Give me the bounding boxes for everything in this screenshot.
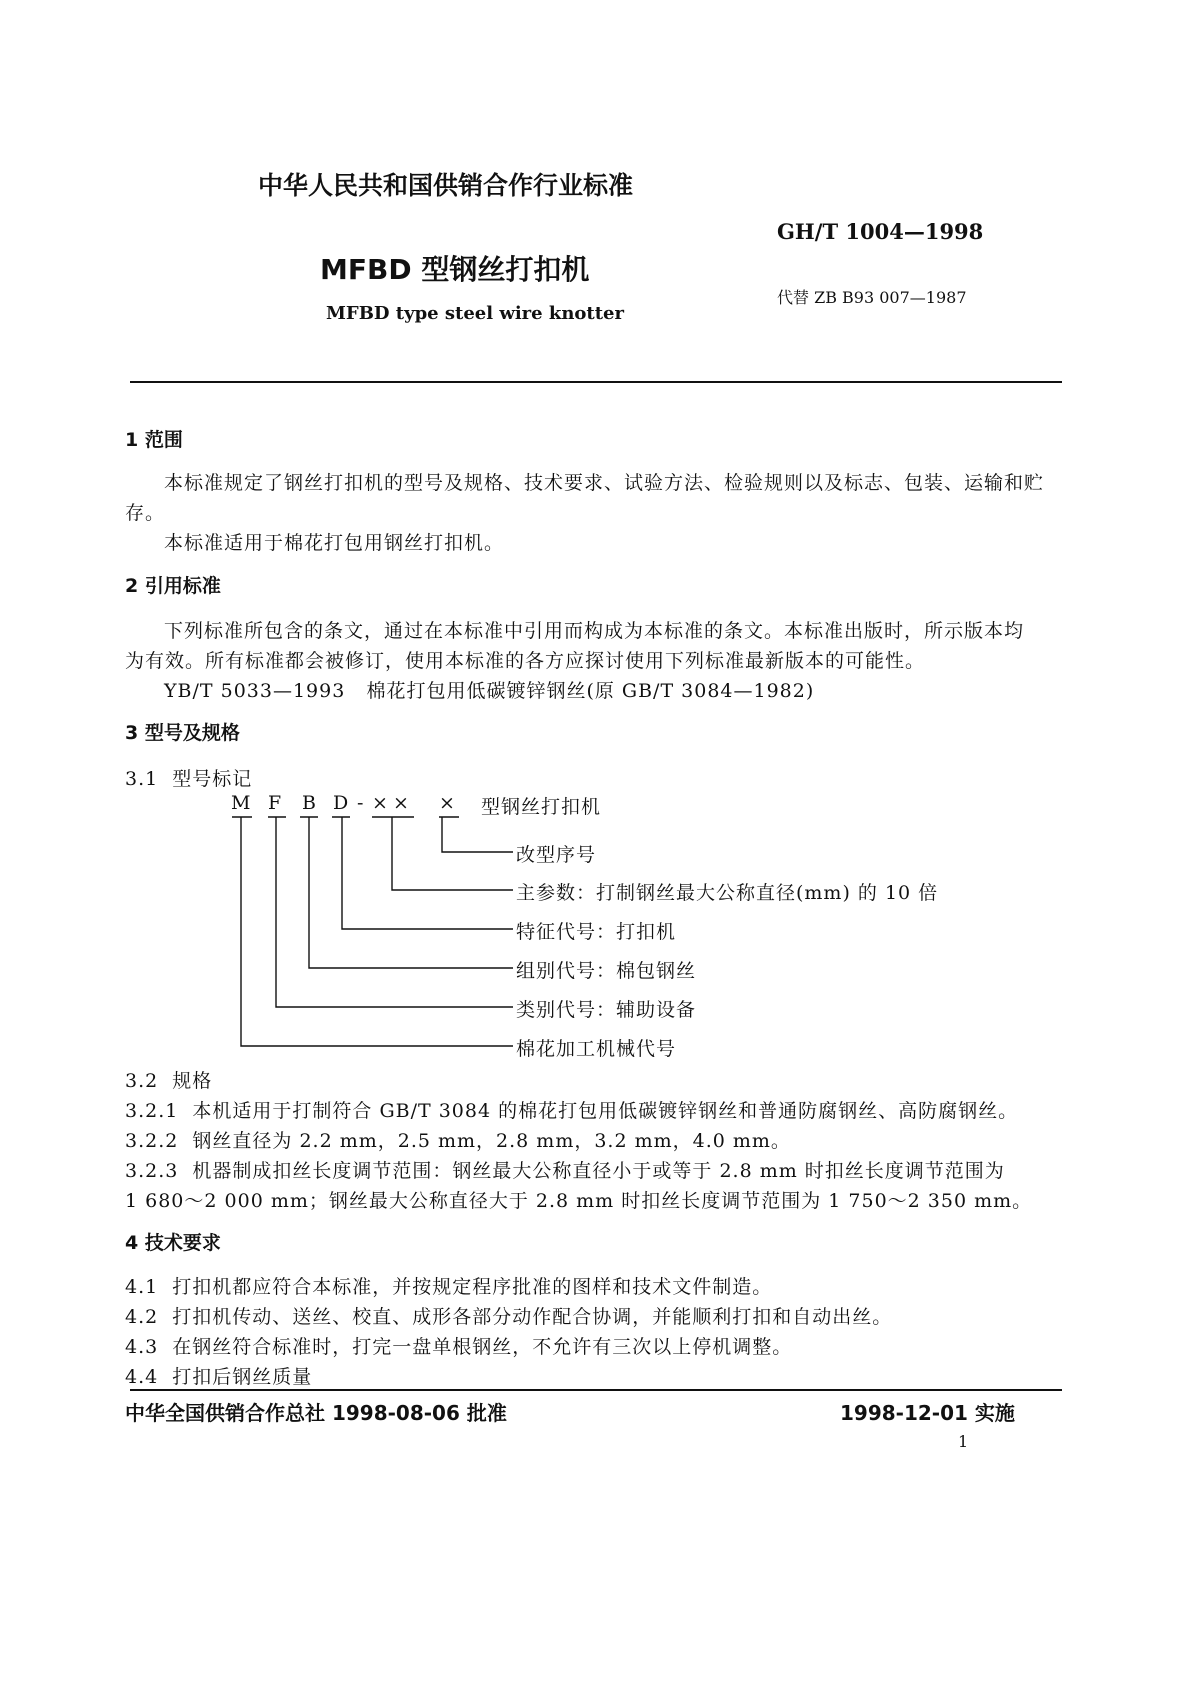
section-3-2-1: 3.2.1 本机适用于打制符合 GB/T 3084 的棉花打包用低碳镀锌钢丝和普通防腐钢丝、高防腐钢丝。 (125, 1100, 1019, 1122)
section-3-2-3-line-1: 3.2.3 机器制成扣丝长度调节范围：钢丝最大公称直径小于或等于 2.8 mm 时扣丝长度调节范围为 (125, 1160, 1005, 1182)
model-label-main-parameter: 主参数：打制钢丝最大公称直径(mm) 的 10 倍 (516, 882, 939, 904)
section-3-2-heading: 3.2 规格 (125, 1070, 213, 1092)
model-char-x2: × (393, 792, 410, 814)
section-3-2-2: 3.2.2 钢丝直径为 2.2 mm，2.5 mm，2.8 mm，3.2 mm，4.0 mm。 (125, 1130, 791, 1152)
model-suffix: 型钢丝打扣机 (481, 796, 602, 818)
section-3-1-heading: 3.1 型号标记 (125, 768, 253, 790)
org-standard-title: 中华人民共和国供销合作行业标准 (258, 171, 634, 200)
section-2-paragraph-line-1: 下列标准所包含的条文，通过在本标准中引用而构成为本标准的条文。本标准出版时，所示版本均 (164, 620, 1025, 642)
section-2-paragraph-line-2: 为有效。所有标准都会被修订，使用本标准的各方应探讨使用下列标准最新版本的可能性。 (125, 650, 926, 672)
section-3-2-3-line-2: 1 680～2 000 mm；钢丝最大公称直径大于 2.8 mm 时扣丝长度调节范围为 1 750～2 350 mm。 (125, 1190, 1033, 1212)
section-1-paragraph-1-line-1: 本标准规定了钢丝打扣机的型号及规格、技术要求、试验方法、检验规则以及标志、包装、运输和贮 (164, 472, 1045, 494)
page-number: 1 (958, 1432, 969, 1451)
model-char-f: F (268, 792, 283, 814)
model-char-b: B (302, 792, 317, 814)
section-2-heading: 2 引用标准 (125, 575, 221, 597)
standard-code: GH/T 1004—1998 (777, 219, 984, 244)
section-4-1: 4.1 打扣机都应符合本标准，并按规定程序批准的图样和技术文件制造。 (125, 1276, 773, 1298)
replaces-note: 代替 ZB B93 007—1987 (777, 288, 967, 307)
document-title-en: MFBD type steel wire knotter (326, 303, 624, 324)
section-4-4: 4.4 打扣后钢丝质量 (125, 1366, 313, 1388)
model-char-x3: × (439, 792, 456, 814)
model-label-category-code: 类别代号：辅助设备 (516, 999, 697, 1021)
footer-rule (130, 1389, 1062, 1391)
section-4-heading: 4 技术要求 (125, 1232, 221, 1254)
model-label-machinery-code: 棉花加工机械代号 (516, 1038, 677, 1060)
model-char-dash: - (357, 792, 365, 814)
model-char-x1: × (372, 792, 389, 814)
section-4-2: 4.2 打扣机传动、送丝、校直、成形各部分动作配合协调，并能顺利打扣和自动出丝。 (125, 1306, 893, 1328)
section-1-heading: 1 范围 (125, 429, 183, 451)
section-1-paragraph-2: 本标准适用于棉花打包用钢丝打扣机。 (164, 532, 505, 554)
section-1-paragraph-1-line-2: 存。 (125, 502, 166, 524)
model-label-feature-code: 特征代号：打扣机 (516, 921, 677, 943)
document-title-cn: MFBD 型钢丝打扣机 (320, 253, 590, 286)
model-label-group-code: 组别代号：棉包钢丝 (516, 960, 697, 982)
model-char-m: M (231, 792, 252, 814)
model-label-revision: 改型序号 (516, 844, 597, 866)
section-4-3: 4.3 在钢丝符合标准时，打完一盘单根钢丝，不允许有三次以上停机调整。 (125, 1336, 793, 1358)
section-3-heading: 3 型号及规格 (125, 722, 240, 744)
effective-date: 1998-12-01 实施 (840, 1401, 1015, 1425)
normative-reference: YB/T 5033—1993 棉花打包用低碳镀锌钢丝(原 GB/T 3084—1982) (164, 680, 815, 702)
model-char-d: D (333, 792, 350, 814)
approval-note: 中华全国供销合作总社 1998-08-06 批准 (125, 1401, 507, 1425)
